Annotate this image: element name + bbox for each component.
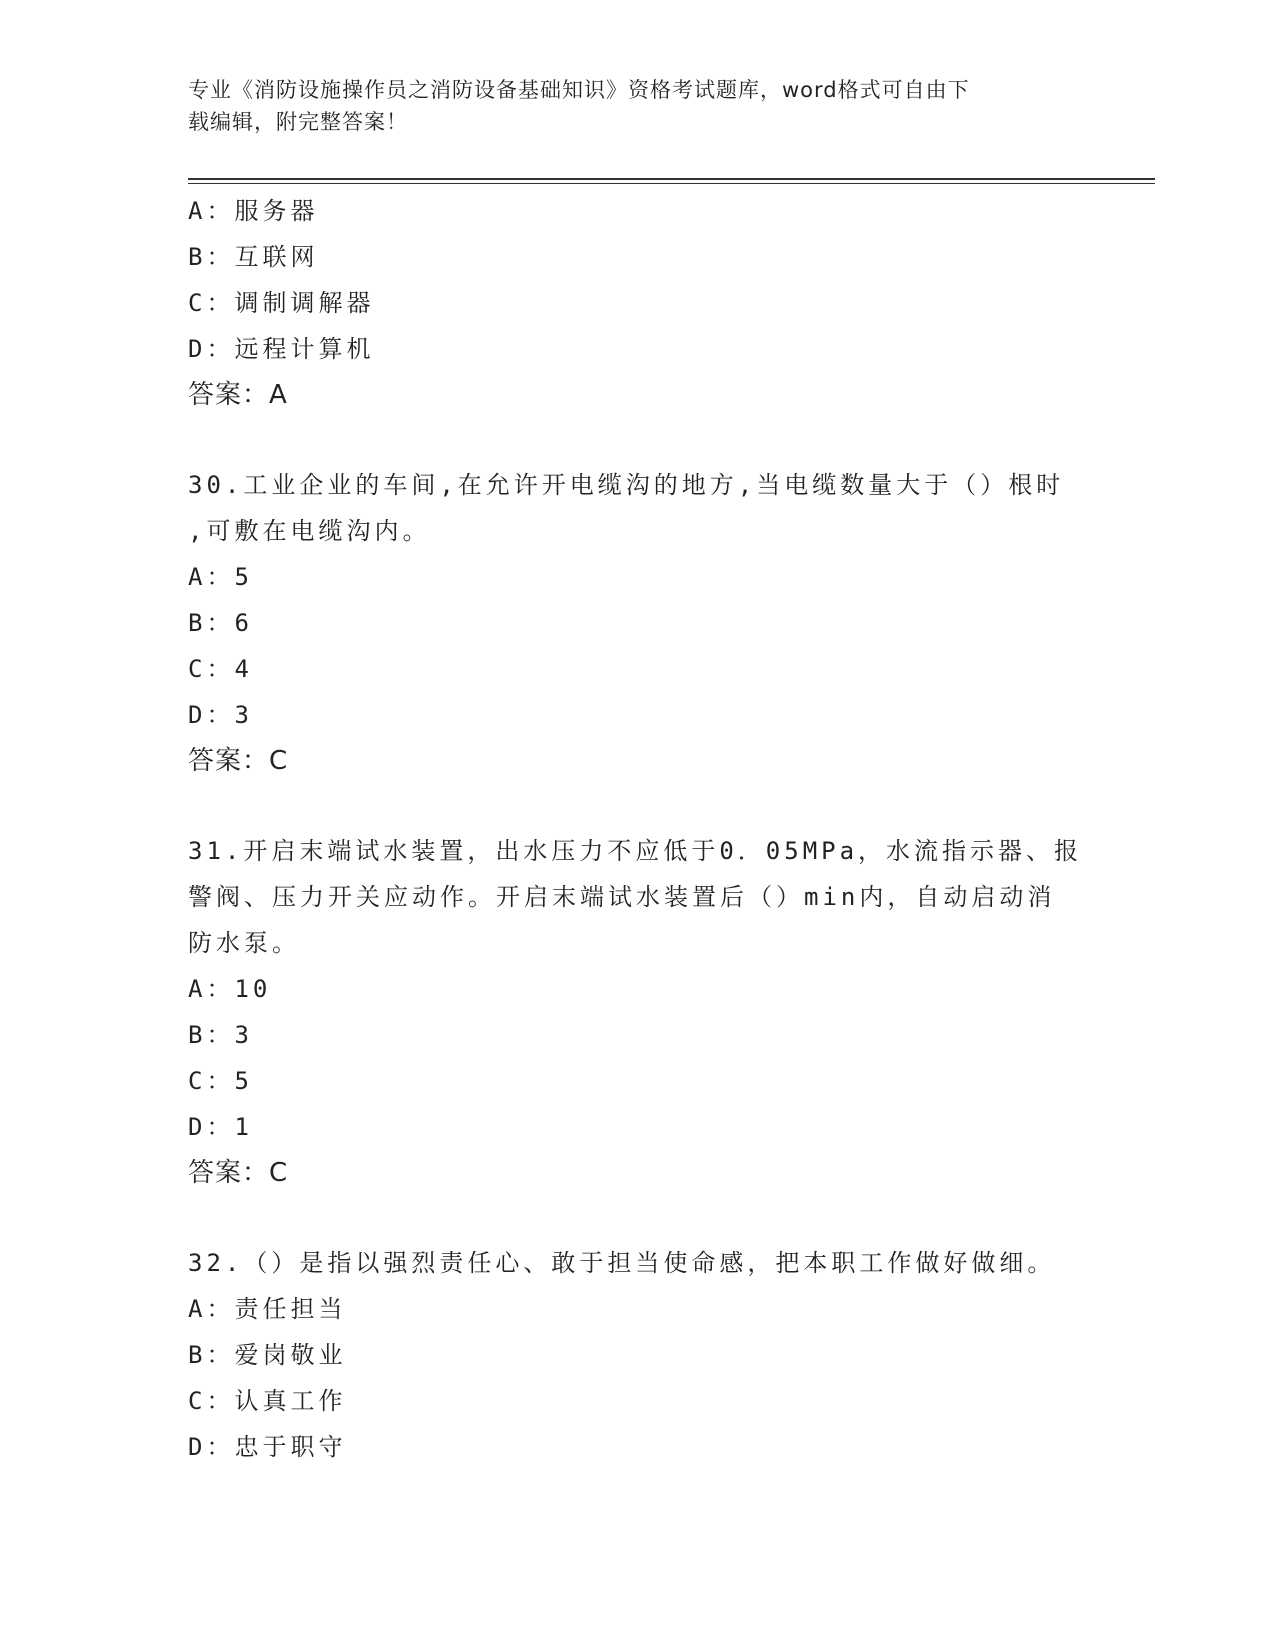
option-a: A：5 <box>188 563 253 591</box>
question-32 <box>188 1240 1088 1470</box>
option-d: D：3 <box>188 701 253 729</box>
header-divider <box>188 178 1155 184</box>
spacer <box>188 784 1088 828</box>
question-31 <box>188 828 1088 1196</box>
answer-30: 答案：C <box>188 746 289 776</box>
option-d: D：1 <box>188 1113 253 1141</box>
option-a: A：服务器 <box>188 197 319 225</box>
header-title-line-2: 载编辑，附完整答案！ <box>188 110 408 134</box>
option-a: A：责任担当 <box>188 1295 347 1323</box>
question-32-stem-line-1: 32.（）是指以强烈责任心、敢于担当使命感，把本职工作做好做细。 <box>188 1249 1056 1277</box>
option-a: A：10 <box>188 975 272 1003</box>
question-30-stem-line-2: ,可敷在电缆沟内。 <box>188 517 431 545</box>
question-31-stem-line-2: 警阀、压力开关应动作。开启末端试水装置后（）min内，自动启动消 <box>188 883 1056 911</box>
question-31-stem-line-1: 31.开启末端试水装置，出水压力不应低于0．05MPa，水流指示器、报 <box>188 837 1083 865</box>
option-c: C：认真工作 <box>188 1387 347 1415</box>
spacer <box>188 418 1088 462</box>
question-29-options <box>188 188 1088 418</box>
option-c: C：5 <box>188 1067 253 1095</box>
answer-31: 答案：C <box>188 1158 289 1188</box>
question-30-stem-line-1: 30.工业企业的车间,在允许开电缆沟的地方,当电缆数量大于（）根时 <box>188 471 1065 499</box>
question-30 <box>188 462 1088 784</box>
option-c: C：4 <box>188 655 253 683</box>
option-d: D：忠于职守 <box>188 1433 347 1461</box>
question-31-stem-line-3: 防水泵。 <box>188 929 300 957</box>
document-header <box>188 74 1068 138</box>
option-c: C：调制调解器 <box>188 289 375 317</box>
document-body <box>188 188 1088 1470</box>
header-title-line-1: 专业《消防设施操作员之消防设备基础知识》资格考试题库，word格式可自由下 <box>188 78 970 102</box>
option-b: B：互联网 <box>188 243 319 271</box>
option-b: B：3 <box>188 1021 253 1049</box>
option-b: B：6 <box>188 609 253 637</box>
option-b: B：爱岗敬业 <box>188 1341 347 1369</box>
answer-29: 答案：A <box>188 380 288 410</box>
spacer <box>188 1196 1088 1240</box>
option-d: D：远程计算机 <box>188 335 375 363</box>
